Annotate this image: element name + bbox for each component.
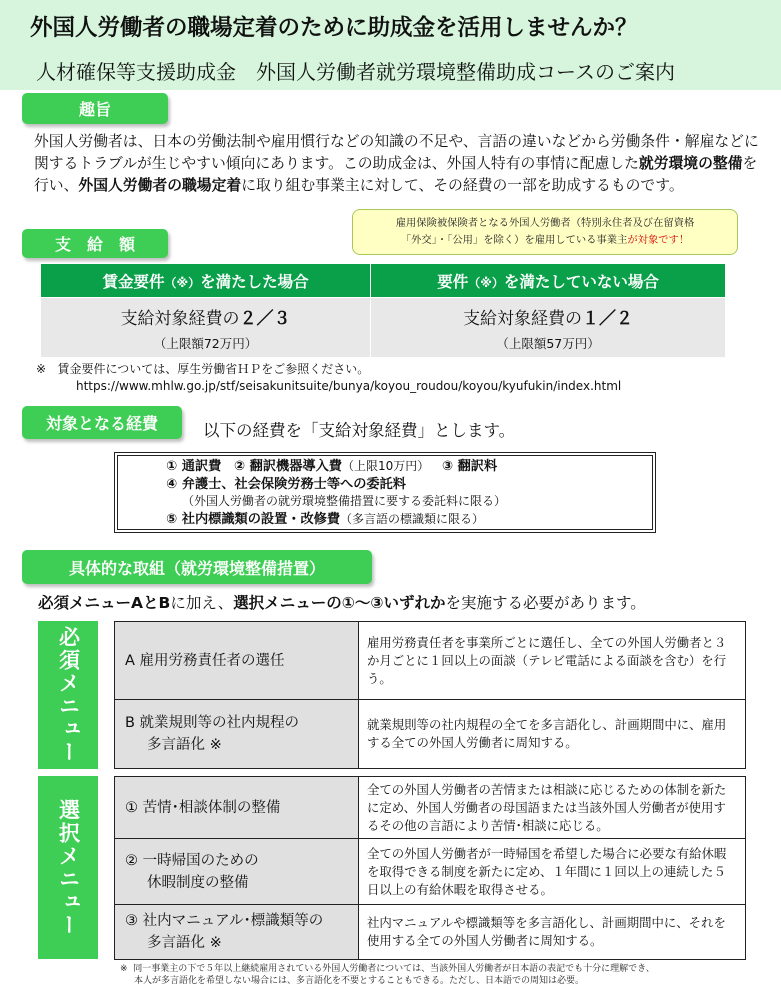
measure-name: ③ 社内マニュアル･標識類等の 多言語化 ※ <box>115 905 359 960</box>
expenses-intro: 以下の経費を「支給対象経費」とします。 <box>203 421 516 440</box>
payment-header-met: 賃金要件（※）を満たした場合 <box>41 264 371 298</box>
page-title: 外国人労働者の職場定着のために助成金を活用しませんか？ <box>30 15 638 41</box>
purpose-paragraph: 外国人労働者は、日本の労働法制や雇用慣行などの知識の不足や、言語の違いなどから労働条件・解雇などに関するトラブルが生じやすい傾向にあります。この助成金は、外国人特有の事情に配慮した就労環境の整備を行い、外国人労働者の職場定着に取り組む事業主に対して、その経費の一部を助成するものです。 <box>34 133 759 194</box>
measure-name: A 雇用労務責任者の選任 <box>115 622 359 700</box>
measure-name: ② 一時帰国のための 休暇制度の整備 <box>115 839 359 905</box>
callout-emphasis: が対象です！ <box>627 234 690 246</box>
payment-value-met: 支給対象経費の２／３ （上限額72万円） <box>41 298 371 358</box>
table-row <box>115 905 746 960</box>
table-row <box>115 622 746 700</box>
expense-line: （外国人労働者の就労環境整備措置に要する委託料に限る） <box>182 494 507 509</box>
table-row <box>115 839 746 905</box>
section-label-payment: 支 給 額 <box>22 229 168 258</box>
measure-name: ① 苦情･相談体制の整備 <box>115 777 359 839</box>
optional-menu-table <box>114 776 746 960</box>
payment-value-not-met: 支給対象経費の１／２ （上限額57万円） <box>371 298 726 358</box>
footnote: ※ 同一事業主の下で５年以上継続雇用されている外国人労働者については、当該外国人労働者が日本語の表記でも十分に理解でき、 本人が多言語化を希望しない場合には、多言語化を不要とすることもできる。ただし、日本語での周知は必要。 <box>120 964 655 986</box>
measure-name: B 就業規則等の社内規程の 多言語化 ※ <box>115 700 359 769</box>
measure-description: 全ての外国人労働者が一時帰国を希望した場合に必要な有給休暇を取得できる制度を新たに定め、１年間に１回以上の連続した５日以上の有給休暇を取得させる。 <box>359 839 746 905</box>
expense-line: ⑤ 社内標識類の設置・改修費（多言語の標識類に限る） <box>166 511 485 527</box>
eligibility-callout <box>352 209 738 255</box>
expense-line: ① 通訳費 ② 翻訳機器導入費（上限10万円） ③ 翻訳料 <box>166 459 498 474</box>
table-row <box>115 700 746 769</box>
payment-table <box>40 263 726 358</box>
page-subtitle: 人材確保等支援助成金 外国人労働者就労環境整備助成コースのご案内 <box>36 60 675 84</box>
wage-requirement-note: ※ 賃金要件については、厚生労働省ＨＰをご参照ください。 https://www.mhlw.go.jp/stf/seisakunitsuite/bunya/koyou_roudou/koyou/kyufukin/index.html <box>36 362 622 393</box>
measure-description: 全ての外国人労働者の苦情または相談に応じるための体制を新たに定め、外国人労働者の母国語または当該外国人労働者が使用するその他の言語により苦情･相談に応じる。 <box>359 777 746 839</box>
optional-menu-label: 選択メニュー <box>38 776 98 959</box>
section-label-purpose: 趣旨 <box>22 93 168 124</box>
wage-requirement-url[interactable]: https://www.mhlw.go.jp/stf/seisakunitsuite/bunya/koyou_roudou/koyou/kyufukin/index.html <box>76 379 622 393</box>
measure-description: 雇用労務責任者を事業所ごとに選任し、全ての外国人労働者と３か月ごとに１回以上の面談（テレビ電話による面談を含む）を行う。 <box>359 622 746 700</box>
section-label-measures: 具体的な取組（就労環境整備措置） <box>22 550 372 584</box>
section-label-expenses: 対象となる経費 <box>22 406 182 439</box>
expense-line: ④ 弁護士、社会保険労務士等への委託料 <box>166 476 406 492</box>
table-row <box>115 777 746 839</box>
callout-line: 「外交」・「公用」を除く）を雇用している事業主が対象です！ <box>400 234 690 246</box>
measures-lead: 必須メニューAとBに加え、選択メニューの①～③いずれかを実施する必要があります。 <box>38 594 646 612</box>
callout-line: 雇用保険被保険者となる外国人労働者（特別永住者及び在留資格 <box>395 217 695 229</box>
measure-description: 就業規則等の社内規程の全てを多言語化し、計画期間中に、雇用する全ての外国人労働者に周知する。 <box>359 700 746 769</box>
payment-header-not-met: 要件（※）を満たしていない場合 <box>371 264 726 298</box>
measure-description: 社内マニュアルや標識類等を多言語化し、計画期間中に、それを使用する全ての外国人労働者に周知する。 <box>359 905 746 960</box>
expenses-box <box>114 452 656 533</box>
required-menu-table <box>114 621 746 769</box>
required-menu-label: 必須メニュー <box>38 621 98 769</box>
